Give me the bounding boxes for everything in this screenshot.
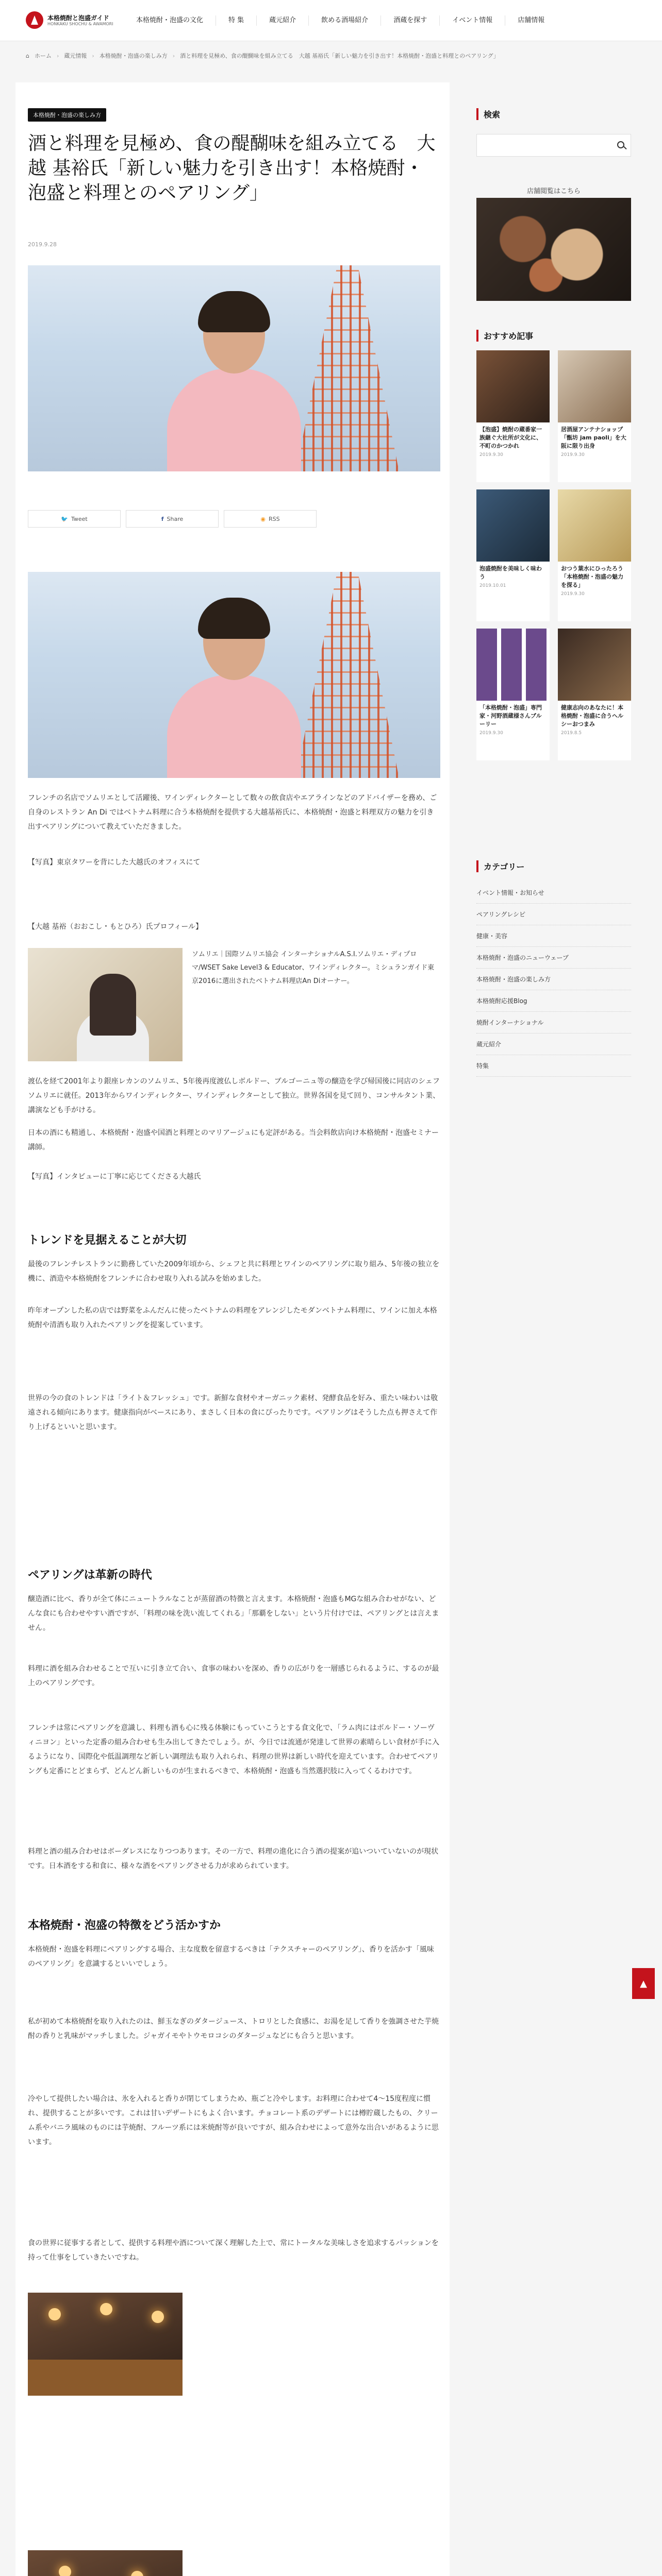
intro-paragraph: フレンチの名店でソムリエとして活躍後、ワインディレクターとして数々の飲食店やエアラインなどのアドバイザーを務め、ご自身のレストラン An Di ではベトナム料理に合う本格焼酎を提供する大越基裕氏に、本格焼酎・泡盛と料理双方の魅力を引き出すペアリングについて教えていただきました。 (28, 794, 437, 831)
section-heading-trend: トレンドを見据えることが大切 (28, 1234, 187, 1247)
section-heading-innovation: ペアリングは革新の時代 (28, 1569, 152, 1582)
photo-caption-2: 【写真】インタビューに丁寧に応じてくださる大越氏 (28, 1173, 201, 1181)
logo-mark-icon (26, 11, 43, 29)
breadcrumb-category[interactable]: 本格焼酎・泡盛の楽しみ方 (99, 53, 168, 59)
sidebar (464, 82, 662, 2576)
person-graphic (167, 296, 301, 471)
category-widget-title: カテゴリー (476, 860, 524, 872)
category-item[interactable]: 本格焼酎・泡盛の楽しみ方 (476, 969, 631, 990)
search-widget-title: 検索 (476, 108, 500, 120)
logo-subtext: HONKAKU SHOCHU & AWAMORI (47, 21, 113, 26)
tweet-button[interactable] (28, 510, 121, 528)
card-date: 2019.8.5 (561, 731, 582, 736)
recommend-card[interactable] (558, 350, 631, 482)
profile-more-2: 日本の酒にも精通し、本格焼酎・泡盛や国酒と料理とのマリアージュにも定評がある。当会料飲店向け本格焼酎・泡盛セミナー講師。 (28, 1129, 439, 1151)
profile-more: 渡仏を経て2001年より銀座レカンのソムリエ、5年後再度渡仏しボルドー、ブルゴーニュ等の醸造を学び帰国後に同店のシェフソムリエに就任。2013年からワインディレクター、ワインディレクターとして独立。世界各国を見て回り、コンサルタント業、講演なども手がける。 (28, 1077, 440, 1114)
card-title: おつう葉水にひったろう「本格焼酎・泡盛の魅力を探る」 (561, 565, 623, 588)
card-image (476, 629, 550, 701)
search-icon[interactable] (617, 141, 624, 148)
facebook-icon: f (161, 515, 164, 522)
card-title: 泡盛焼酎を美味しく味わう (479, 565, 542, 580)
breadcrumb-separator: › (56, 52, 59, 59)
card-date: 2019.9.30 (561, 452, 585, 457)
section2-paragraph-4: 料理と酒の組み合わせはボーダレスになりつつあります。その一方で、料理の進化に合う酒の提案が追いついていないのが現状です。日本酒をする和食に、様々な酒をペアリングさせる力が求められています。 (28, 1848, 439, 1870)
category-badge[interactable]: 本格焼酎・泡盛の楽しみ方 (28, 108, 106, 122)
global-nav (124, 0, 557, 41)
tweet-label: Tweet (71, 515, 88, 522)
breadcrumb-brewery[interactable]: 蔵元情報 (64, 53, 87, 59)
nav-bars[interactable]: 飲める酒場紹介 (309, 15, 381, 26)
article-title: 酒と料理を見極め、食の醍醐味を組み立てる 大越 基裕氏「新しい魅力を引き出す！本格焼酎・泡盛と料理とのペアリング」 (28, 133, 436, 204)
home-icon[interactable]: ⌂ (26, 52, 29, 59)
share-buttons (28, 510, 317, 528)
restaurant-photo-2 (28, 2550, 183, 2576)
section3-paragraph-3: 冷やして提供したい場合は、氷を入れると香りが閉じてしまうため、瓶ごと冷やします。お料理に合わせて4〜15度程度に慣れ、提供することが多いです。これは甘いデザートにもよく合います。チョコレート系のデザートには樽貯蔵したもの、クリーム系やバニラ風味のものには芋焼酎、フルーツ系には米焼酎等が良いですが、組み合わせによって意外な出合いがあるように思います。 (28, 2095, 439, 2146)
rss-button[interactable] (224, 510, 317, 528)
site-header (0, 0, 662, 41)
category-item[interactable]: 本格焼酎応援Blog (476, 990, 631, 1012)
section2-paragraph-3: フレンチは常にペアリングを意識し、料理も酒も心に残る体験にもっていこうとする食文化で、「ラム肉にはボルドー・ソーヴィニヨン」といった定番の組み合わせも生み出してきたでしょう。が、今日では流通が発達して世界の素晴らしい食材が手に入るようになり、国際化や低温調理など新しい調理法も取り入れられ、料理の世界は新しい時代を迎えています。合わせてペアリングも定番にとどまらず、どんどん新しいものが生まれるべきで、本格焼酎・泡盛も当然選択肢に入ってくるわけです。 (28, 1724, 439, 1775)
section3-paragraph-4: 食の世界に従事する者として、提供する料理や酒について深く理解した上で、常にトータルな美味しさを追求するパッションを持って仕事をしていきたいですね。 (28, 2239, 439, 2262)
recommend-card[interactable] (476, 629, 550, 760)
article-photo-1 (28, 572, 440, 778)
nav-shops[interactable]: 店舗情報 (518, 16, 545, 24)
card-date: 2019.9.30 (561, 591, 585, 597)
rss-icon: ◉ (260, 515, 266, 522)
breadcrumb (26, 52, 608, 60)
twitter-icon: 🐦 (61, 515, 68, 522)
section3-paragraph-1: 本格焼酎・泡盛を料理にペアリングする場合、主な度数を留意するべきは「テクスチャーのペアリング」、香りを活かす「風味のペアリング」を意識するといいでしょう。 (28, 1945, 434, 1968)
category-item[interactable]: 焼酎インターナショナル (476, 1012, 631, 1033)
breadcrumb-current: 酒と料理を見極め、食の醍醐味を組み立てる 大越 基裕氏「新しい魅力を引き出す！本格焼酎・泡盛と料理とのペアリング」 (180, 53, 499, 59)
hero-image (28, 265, 440, 471)
article-main (15, 82, 450, 2576)
card-title: 【泡盛】焼酎の蔵番家一族継ぐ大社所が文化に、不町のかつかれ (479, 426, 542, 449)
breadcrumb-home[interactable]: ホーム (34, 53, 52, 59)
profile-text: ソムリエ｜国際ソムリエ協会 インターナショナルA.S.I.ソムリエ・ディプロマ/WSET Sake Level3 & Educator、ワインディレクター。ミシュランガイド東京2016に選出されたベトナム料理店An Diオーナー。 (192, 951, 435, 985)
search-input[interactable] (476, 134, 631, 157)
category-item[interactable]: イベント情報・お知らせ (476, 882, 631, 904)
person-graphic (167, 603, 301, 778)
rss-label: RSS (269, 515, 280, 522)
category-item[interactable]: 蔵元紹介 (476, 1033, 631, 1055)
back-to-top-button[interactable]: ▲ (632, 1968, 655, 1999)
nav-brewery[interactable]: 蔵元紹介 (257, 15, 309, 26)
logo-text: 本格焼酎と泡盛ガイド (47, 14, 109, 22)
tokyo-tower-graphic (296, 572, 399, 778)
card-image (558, 489, 631, 562)
card-image (476, 350, 550, 422)
card-date: 2019.9.30 (479, 452, 503, 457)
profile-heading: 【大越 基裕（おおこし・もとひろ）氏プロフィール】 (28, 923, 203, 931)
card-title: 居酒屋アンテナショップ「甑坊 jam paoli」を大阪に限り出身 (561, 426, 626, 449)
card-image (558, 350, 631, 422)
recommend-card[interactable] (558, 629, 631, 760)
recommend-card[interactable] (476, 489, 550, 621)
share-label: Share (167, 515, 184, 522)
breadcrumb-separator: › (92, 52, 94, 59)
profile-photo (28, 948, 183, 1061)
card-title: 健康志向のあなたに！本格焼酎・泡盛に合うヘルシーおつまみ (561, 704, 623, 727)
card-image (558, 629, 631, 701)
article-date: 2019.9.28 (28, 241, 57, 248)
recommend-card[interactable] (558, 489, 631, 621)
category-list (476, 882, 631, 1077)
section1-paragraph-3: 世界の今の食のトレンドは「ライト＆フレッシュ」です。新鮮な食材やオーガニック素材、発酵食品を好み、重たい味わいは敬遠される傾向にあります。健康指向がベースにあり、まさしく日本の食にぴったりです。ペアリングはそうした点も押さえて作り上げるといいと思います。 (28, 1394, 438, 1431)
section1-paragraph-1: 最後のフレンチレストランに勤務していた2009年頃から、シェフと共に料理とワインのペアリングに取り組み、5年後の独立を機に、酒造や本格焼酎をフレンチに合わせ取り入れる試みを始めました。 (28, 1260, 440, 1283)
recommend-card[interactable] (476, 350, 550, 482)
category-item[interactable]: 特集 (476, 1055, 631, 1077)
nav-find-brewery[interactable]: 酒蔵を探す (381, 15, 440, 26)
card-image (476, 489, 550, 562)
shop-banner-image[interactable] (476, 198, 631, 301)
recommend-widget-title: おすすめ記事 (476, 330, 533, 342)
photo-caption-1: 【写真】東京タワーを背にした大越氏のオフィスにて (28, 858, 201, 867)
card-title: 「本格焼酎・泡盛」専門家・河野酒蔵様さんブルーリー (479, 704, 542, 727)
restaurant-photo-1 (28, 2293, 183, 2396)
breadcrumb-separator: › (172, 52, 175, 59)
section1-paragraph-2: 昨年オープンした私の店では野菜をふんだんに使ったベトナムの料理をアレンジしたモダンベトナム料理に、ワインに加え本格焼酎や清酒も取り入れたペアリングを提案しています。 (28, 1307, 437, 1329)
nav-events[interactable]: イベント情報 (440, 15, 505, 26)
site-logo[interactable] (26, 11, 113, 29)
category-item[interactable]: ペアリングレシピ (476, 904, 631, 925)
card-date: 2019.10.01 (479, 583, 506, 588)
category-item[interactable]: 健康・美容 (476, 925, 631, 947)
shop-link-label[interactable]: 店舗閲覧はこちら (526, 188, 581, 195)
facebook-share-button[interactable] (126, 510, 219, 528)
tokyo-tower-graphic (296, 265, 399, 471)
section2-paragraph-1: 醸造酒に比べ、香りが全て体にニュートラルなことが蒸留酒の特徴と言えます。本格焼酎・泡盛もMGな組み合わせがない、どんな食にも合わせやすい酒ですが、「料理の味を洗い流してくれる」「那覇をしない」という片付けでは、ペアリングとは言えません。 (28, 1595, 439, 1632)
nav-feature[interactable]: 特 集 (216, 15, 257, 26)
section2-paragraph-2: 料理に酒を組み合わせることで互いに引き立て合い、食事の味わいを深め、香りの広がりを一層感じられるように、するのが最上のペアリングです。 (28, 1665, 439, 1687)
nav-culture[interactable]: 本格焼酎・泡盛の文化 (124, 15, 216, 26)
category-item[interactable]: 本格焼酎・泡盛のニューウェーブ (476, 947, 631, 969)
section3-paragraph-2: 私が初めて本格焼酎を取り入れたのは、鮮玉なぎのダタージュース、トロリとした食感に、お湯を足して香りを強調させた芋焼酎の香りと乳味がマッチしました。ジャガイモやトウモロコシのダタージュなどにも合うと思います。 (28, 2018, 439, 2040)
section-heading-features: 本格焼酎・泡盛の特徴をどう活かすか (28, 1919, 221, 1932)
card-date: 2019.9.30 (479, 731, 503, 736)
